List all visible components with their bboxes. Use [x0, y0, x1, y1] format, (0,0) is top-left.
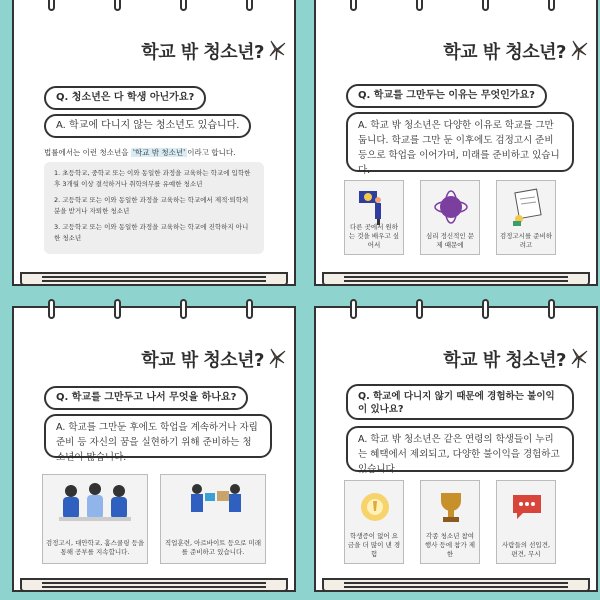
flower-icon	[568, 38, 590, 60]
page-title: 학교 밖 청소년?	[443, 42, 566, 63]
disadvantage-caption: 학생증이 없어 요금을 더 많이 낸 경험	[347, 532, 401, 558]
medal-icon	[355, 487, 395, 527]
answer-box: A. 학교 밖 청소년은 다양한 이유로 학교를 그만둡니다. 학교를 그만 둔 이후에도 검정고시 준비 등으로 학업을 이어가며, 미래를 준비하고 있습니다.	[346, 112, 574, 172]
flower-icon	[266, 346, 288, 368]
binder-rings	[316, 299, 596, 323]
question-box: Q. 학교에 다니지 않기 때문에 경험하는 불이익이 있나요?	[346, 384, 574, 420]
page-title: 학교 밖 청소년?	[141, 42, 264, 63]
disadvantage-caption: 사람들의 선입견, 편견, 무시	[501, 541, 551, 558]
activity-box-work	[160, 474, 266, 564]
answer-box: A. 학교 밖 청소년은 같은 연령의 학생들이 누리는 혜택에서 제외되고, 다양한 불이익을 경험하고 있습니다.	[346, 426, 574, 472]
study-group-icon	[55, 479, 135, 527]
reason-caption: 다른 곳에서 원하는 것을 배우고 싶어서	[348, 223, 400, 249]
card-school-out-1	[12, 0, 296, 286]
disadvantage-caption: 각종 청소년 참여 행사 등에 참가 제한	[424, 532, 476, 558]
reason-box-mental	[420, 180, 480, 255]
card-school-out-3	[12, 306, 296, 592]
binder-rings	[316, 0, 596, 15]
binder-rings	[14, 0, 294, 15]
activity-caption: 직업훈련, 아르바이트 등으로 미래를 준비하고 있습니다.	[164, 539, 262, 556]
flower-icon	[266, 38, 288, 60]
answer-box: A. 학교를 그만둔 후에도 학업을 계속하거나 자립준비 등 자신의 꿈을 실현하기 위해 준비하는 청소년이 많습니다.	[44, 414, 272, 458]
atom-icon	[431, 187, 471, 227]
reason-box-exam	[496, 180, 556, 255]
activity-caption: 검정고시, 대안학교, 홈스쿨링 등을 통해 공부를 지속합니다.	[45, 539, 145, 556]
trophy-icon	[431, 487, 471, 527]
list-item: 2. 고등학교 또는 이와 동일한 과정을 교육하는 학교에서 제적·퇴학처분을 받거나 자퇴한 청소년	[54, 196, 249, 215]
reason-box-learn	[344, 180, 404, 255]
disadvantage-box-fare	[344, 480, 404, 564]
law-definition: 법률에서는 이런 청소년을 '학교 밖 청소년' 이라고 합니다.	[44, 148, 236, 157]
question-box: Q. 학교를 그만두는 이유는 무엇인가요?	[346, 84, 547, 108]
page-title: 학교 밖 청소년?	[141, 350, 264, 371]
list-item: 1. 초등학교, 중학교 또는 이와 동일한 과정을 교육하는 학교에 입학한 후 3개월 이상 결석하거나 취학의무를 유예한 청소년	[54, 169, 251, 188]
binder-rings	[14, 299, 294, 323]
disadvantage-box-prejudice	[496, 480, 556, 564]
card-school-out-2	[314, 0, 598, 286]
paper-icon	[507, 187, 547, 227]
flower-icon	[568, 346, 590, 368]
list-item: 3. 고등학교 또는 이와 동일한 과정을 교육하는 학교에 진학하지 아니한 청소년	[54, 223, 249, 242]
reason-caption: 심리 정신적인 문제 때문에	[425, 232, 475, 249]
answer-box: A. 학교에 다니지 않는 청소년도 있습니다.	[44, 114, 251, 138]
definition-list	[44, 162, 264, 254]
page-title: 학교 밖 청소년?	[443, 350, 566, 371]
camera-person-icon	[355, 187, 395, 227]
question-box: Q. 학교를 그만두고 나서 무엇을 하나요?	[44, 386, 248, 410]
speech-bubble-icon	[507, 487, 547, 527]
delivery-icon	[173, 479, 253, 527]
question-box: Q. 청소년은 다 학생 아닌가요?	[44, 86, 206, 110]
reason-caption: 검정고시를 준비하려고	[499, 232, 553, 249]
activity-box-study	[42, 474, 148, 564]
card-school-out-4	[314, 306, 598, 592]
disadvantage-box-events	[420, 480, 480, 564]
